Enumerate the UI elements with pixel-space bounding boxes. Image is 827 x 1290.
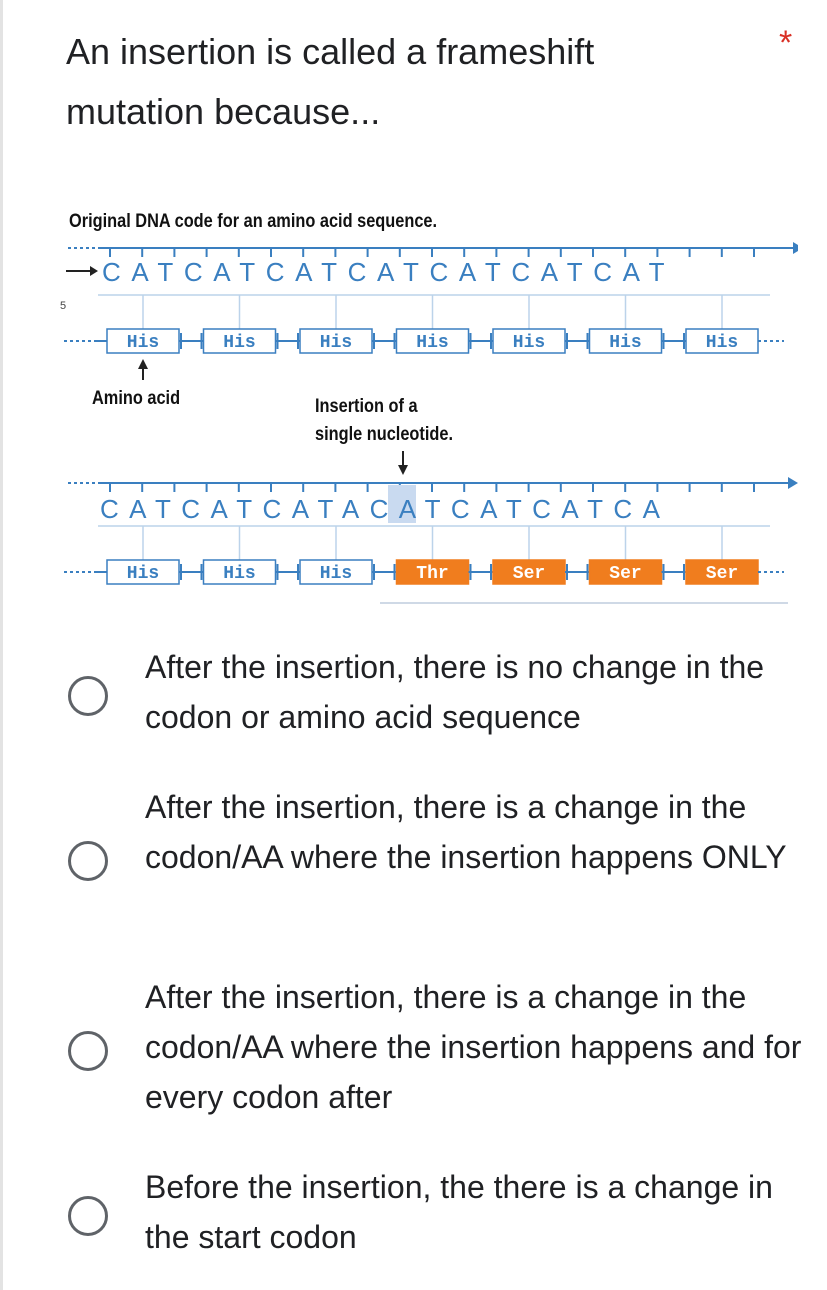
amino-acid-label: Amino acid: [92, 388, 181, 409]
amino-acid-name: Thr: [416, 564, 449, 584]
frameshift-figure: [58, 205, 798, 615]
amino-acid-name: His: [416, 333, 449, 353]
amino-acid-name: Ser: [512, 564, 546, 584]
option-1-radio[interactable]: [68, 676, 108, 716]
option-3-radio[interactable]: [68, 1031, 108, 1071]
strand-end-mark: 5: [60, 300, 67, 312]
amino-acid-name: Ser: [705, 564, 739, 584]
option-4-label[interactable]: Before the insertion, the there is a change in the start codon: [145, 1169, 773, 1255]
insertion-label-line1: Insertion of a: [315, 396, 418, 417]
amino-acid-name: Ser: [609, 564, 642, 584]
codon-connectors-top: [143, 295, 722, 329]
option-2-radio[interactable]: [68, 841, 108, 881]
amino-acid-name: His: [319, 333, 353, 353]
strand-top-ticks: [110, 248, 754, 257]
amino-acid-name: His: [126, 564, 160, 584]
strand-bottom-ticks: [110, 483, 754, 492]
required-asterisk: *: [779, 24, 793, 62]
amino-arrow-head: [138, 359, 148, 369]
amino-acid-row-mutated: [64, 560, 784, 584]
question-title: An insertion is called a frameshift mutation because...: [66, 31, 595, 132]
amino-acid-name: His: [126, 333, 160, 353]
insertion-arrow-head: [398, 465, 408, 475]
original-dna-sequence: CATCATCATCATCATCATCAT: [102, 257, 676, 287]
strand-top-arrow: [793, 242, 798, 254]
amino-acid-name: His: [609, 333, 642, 353]
option-3-label[interactable]: After the insertion, there is a change in the codon/AA where the insertion happens and for every codon after: [145, 979, 802, 1115]
dna-left-arrowhead: [90, 266, 98, 276]
amino-acid-name: His: [319, 564, 353, 584]
codon-connectors-bottom: [143, 526, 722, 560]
amino-acid-row-original: [64, 329, 784, 353]
amino-acid-name: His: [705, 333, 739, 353]
option-2-label[interactable]: After the insertion, there is a change in the codon/AA where the insertion happens ONLY: [145, 789, 787, 875]
amino-acid-name: His: [223, 564, 256, 584]
amino-acid-name: His: [512, 333, 546, 353]
figure-caption: Original DNA code for an amino acid sequence.: [69, 211, 438, 232]
amino-acid-name: His: [223, 333, 256, 353]
insertion-label-line2: single nucleotide.: [315, 424, 454, 445]
strand-bottom-arrow: [788, 477, 798, 489]
option-4-radio[interactable]: [68, 1196, 108, 1236]
mutated-dna-sequence: CATCATCATACATCATCATCA: [100, 494, 671, 524]
option-1-label[interactable]: After the insertion, there is no change in the codon or amino acid sequence: [145, 649, 765, 735]
left-border: [0, 0, 3, 1290]
